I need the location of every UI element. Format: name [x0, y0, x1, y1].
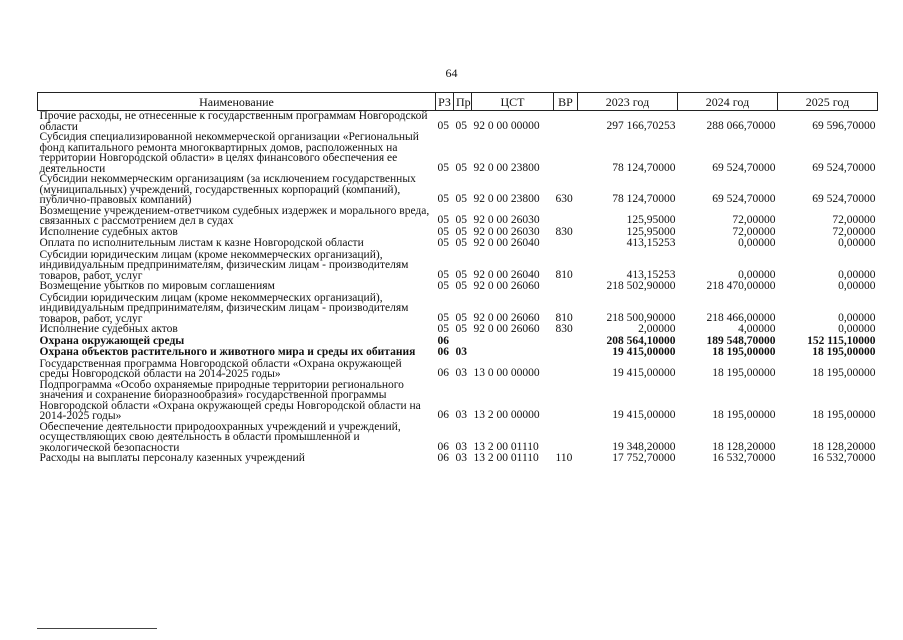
row-amount-2025: 72,00000 [832, 225, 876, 238]
row-rz: 06 [437, 346, 449, 358]
row-rz: 05 [437, 311, 449, 324]
row-amount-2023: 218 502,90000 [606, 280, 676, 292]
row-amount-2023: 413,15253 [626, 237, 676, 249]
row-rz: 05 [437, 225, 449, 238]
row-name: Возмещение убытков по мировым соглашениям [39, 280, 275, 292]
budget-table [37, 92, 878, 465]
row-amount-2025: 152 115,10000 [807, 334, 876, 347]
table-row [38, 359, 878, 380]
row-amount-2025: 16 532,70000 [812, 452, 876, 464]
row-vr: 830 [555, 323, 573, 335]
row-vr [554, 206, 578, 227]
row-amount-2024: 18 195,00000 [712, 409, 776, 421]
row-vr [554, 281, 578, 293]
column-header-2025: 2025 год [778, 93, 878, 111]
row-amount-2023: 125,95000 [626, 214, 676, 226]
row-vr [554, 238, 578, 250]
row-amount-2024: 69 524,70000 [712, 193, 776, 205]
row-rz: 05 [437, 119, 449, 132]
row-pr: 03 [455, 440, 467, 453]
row-rz: 05 [437, 323, 449, 335]
row-vr: 110 [555, 452, 573, 464]
row-amount-2023: 19 415,00000 [612, 346, 676, 358]
row-rz: 05 [437, 268, 449, 281]
row-amount-2023: 19 348,20000 [612, 440, 676, 453]
row-amount-2025: 0,00000 [838, 280, 876, 292]
row-pr: 03 [455, 367, 467, 379]
column-header-vr: ВР [554, 93, 578, 111]
row-vr: 810 [555, 311, 573, 324]
table-row [38, 281, 878, 293]
row-rz: 06 [437, 440, 449, 453]
row-name: Обеспечение деятельности природоохранных учреждений и учреждений, осуществляющих свою деятельность в области промышленной и экологической безопасности [39, 420, 401, 454]
row-amount-2025: 69 524,70000 [812, 161, 876, 174]
column-header-rz: РЗ [436, 93, 454, 111]
row-amount-2024: 218 466,00000 [706, 311, 776, 324]
row-amount-2025: 0,00000 [838, 323, 876, 335]
column-header-pr: Пр [454, 93, 472, 111]
row-vr: 810 [555, 268, 573, 281]
row-pr: 05 [455, 119, 467, 132]
row-vr [554, 111, 578, 133]
column-header-2023: 2023 год [578, 93, 678, 111]
column-header-2024: 2024 год [678, 93, 778, 111]
table-row [38, 422, 878, 454]
row-name: Субсидия специализированной некоммерческой организации «Региональный фонд капитального ремонта многоквартирных домов, расположенных на территории Новгородской области» в целях финансового обеспечения ее деятельности [39, 131, 419, 175]
row-amount-2024: 0,00000 [738, 237, 776, 249]
row-rz: 05 [437, 193, 449, 205]
row-cst: 13 2 00 01110 [473, 452, 539, 464]
row-cst: 92 0 00 23800 [473, 193, 540, 205]
row-amount-2024: 218 470,00000 [706, 280, 776, 292]
table-row [38, 250, 878, 282]
row-cst: 92 0 00 23800 [473, 161, 540, 174]
row-amount-2023: 208 564,10000 [606, 334, 676, 347]
table-row [38, 132, 878, 174]
row-vr [554, 336, 578, 348]
row-name: Возмещение учреждением-ответчиком судебных издержек и морального вреда, связанных с рассмотрением дел в судах [39, 204, 430, 227]
row-amount-2025: 0,00000 [838, 268, 876, 281]
row-pr: 05 [455, 237, 467, 249]
row-pr: 05 [455, 161, 467, 174]
row-amount-2024: 18 195,00000 [712, 346, 776, 358]
row-amount-2024: 18 128,20000 [712, 440, 776, 453]
row-name: Расходы на выплаты персоналу казенных учреждений [39, 452, 305, 464]
row-name: Исполнение судебных актов [39, 225, 178, 238]
row-amount-2025: 72,00000 [832, 214, 876, 226]
row-vr [554, 347, 578, 359]
table-body [38, 111, 878, 465]
row-pr: 05 [455, 268, 467, 281]
row-cst: 13 2 00 00000 [473, 409, 540, 421]
row-cst: 92 0 00 26040 [473, 268, 540, 281]
row-amount-2024: 72,00000 [732, 225, 776, 238]
row-cst: 92 0 00 26030 [473, 214, 540, 226]
row-cst: 92 0 00 26030 [473, 225, 540, 238]
row-amount-2025: 69 524,70000 [812, 193, 876, 205]
table-row [38, 206, 878, 227]
row-amount-2023: 125,95000 [626, 225, 676, 238]
table-header-row [38, 93, 878, 111]
row-amount-2024: 69 524,70000 [712, 161, 776, 174]
row-pr: 05 [455, 323, 467, 335]
row-vr [554, 380, 578, 422]
column-header-name: Наименование [38, 93, 436, 111]
row-amount-2025: 18 128,20000 [812, 440, 876, 453]
row-amount-2025: 18 195,00000 [812, 367, 876, 379]
row-rz: 05 [437, 237, 449, 249]
row-pr: 05 [455, 193, 467, 205]
row-pr: 05 [455, 280, 467, 292]
row-amount-2023: 413,15253 [626, 268, 676, 281]
row-vr [554, 359, 578, 380]
row-cst: 92 0 00 26060 [473, 311, 540, 324]
row-amount-2024: 288 066,70000 [706, 119, 776, 132]
row-rz: 05 [437, 280, 449, 292]
row-vr [554, 132, 578, 174]
row-name: Прочие расходы, не отнесенные к государственным программам Новгородской области [39, 110, 428, 133]
row-amount-2024: 72,00000 [732, 214, 776, 226]
row-amount-2023: 19 415,00000 [612, 367, 676, 379]
row-name: Подпрограмма «Особо охраняемые природные территории регионального значения и сохранение биоразнообразия» государственной программы Новгородской области «Охрана окружающей среды Новгородской области на 2014-2025 годы» [39, 378, 421, 422]
row-rz: 05 [437, 214, 449, 226]
row-pr: 03 [455, 346, 467, 358]
footnote-divider [37, 628, 157, 629]
row-amount-2023: 297 166,70253 [606, 119, 676, 132]
table-row [38, 380, 878, 422]
table-row [38, 324, 878, 336]
row-cst: 92 0 00 26060 [473, 280, 540, 292]
row-vr [554, 422, 578, 454]
row-amount-2024: 4,00000 [738, 323, 776, 335]
row-cst: 13 2 00 01110 [473, 440, 539, 453]
row-pr: 03 [455, 452, 467, 464]
row-amount-2024: 189 548,70000 [706, 334, 776, 347]
row-name: Субсидии юридическим лицам (кроме некоммерческих организаций), индивидуальным предпринимателям, физическим лицам - производителям товаров, работ, услуг [39, 291, 409, 325]
row-amount-2023: 2,00000 [638, 323, 676, 335]
row-amount-2025: 0,00000 [838, 311, 876, 324]
row-vr: 630 [555, 193, 573, 205]
row-vr: 830 [555, 225, 573, 238]
row-amount-2025: 69 596,70000 [812, 119, 876, 132]
row-rz: 06 [437, 334, 449, 347]
table-row [38, 293, 878, 325]
row-pr: 05 [455, 214, 467, 226]
row-amount-2025: 18 195,00000 [812, 346, 876, 358]
row-name: Оплата по исполнительным листам к казне Новгородской области [39, 237, 364, 249]
row-cst [472, 336, 554, 348]
row-amount-2025: 18 195,00000 [812, 409, 876, 421]
row-name: Исполнение судебных актов [39, 323, 178, 335]
row-pr: 05 [455, 225, 467, 238]
table-row [38, 111, 878, 133]
column-header-cst: ЦСТ [472, 93, 554, 111]
row-name: Субсидии юридическим лицам (кроме некоммерческих организаций), индивидуальным предпринимателям, физическим лицам - производителям товаров, работ, услуг [39, 248, 409, 282]
row-pr: 05 [455, 311, 467, 324]
table-row [38, 347, 878, 359]
row-cst: 13 0 00 00000 [473, 367, 540, 379]
row-rz: 06 [437, 452, 449, 464]
row-rz: 06 [437, 409, 449, 421]
row-amount-2024: 0,00000 [738, 268, 776, 281]
row-name: Субсидии некоммерческим организациям (за исключением государственных (муниципальных) учреждений, государственных корпораций (компаний), публично-правовых компаний) [39, 173, 416, 206]
row-amount-2023: 218 500,90000 [606, 311, 676, 324]
table-row [38, 453, 878, 465]
row-amount-2023: 78 124,70000 [612, 161, 676, 174]
row-cst: 92 0 00 26060 [473, 323, 540, 335]
row-amount-2024: 16 532,70000 [712, 452, 776, 464]
row-amount-2024: 18 195,00000 [712, 367, 776, 379]
row-name: Охрана объектов растительного и животного мира и среды их обитания [39, 346, 416, 358]
row-amount-2023: 19 415,00000 [612, 409, 676, 421]
row-name: Государственная программа Новгородской области «Охрана окружающей среды Новгородской области на 2014-2025 годы» [39, 357, 402, 380]
row-name: Охрана окружающей среды [39, 334, 185, 347]
table-row [38, 238, 878, 250]
row-cst: 92 0 00 26040 [473, 237, 540, 249]
row-rz: 05 [437, 161, 449, 174]
row-amount-2023: 17 752,70000 [612, 452, 676, 464]
row-cst: 92 0 00 00000 [473, 119, 540, 132]
table-row [38, 174, 878, 206]
page-number: 64 [445, 66, 458, 80]
row-cst [472, 347, 554, 359]
row-amount-2025: 0,00000 [838, 237, 876, 249]
row-rz: 06 [437, 367, 449, 379]
row-amount-2023: 78 124,70000 [612, 193, 676, 205]
row-pr: 03 [455, 409, 467, 421]
